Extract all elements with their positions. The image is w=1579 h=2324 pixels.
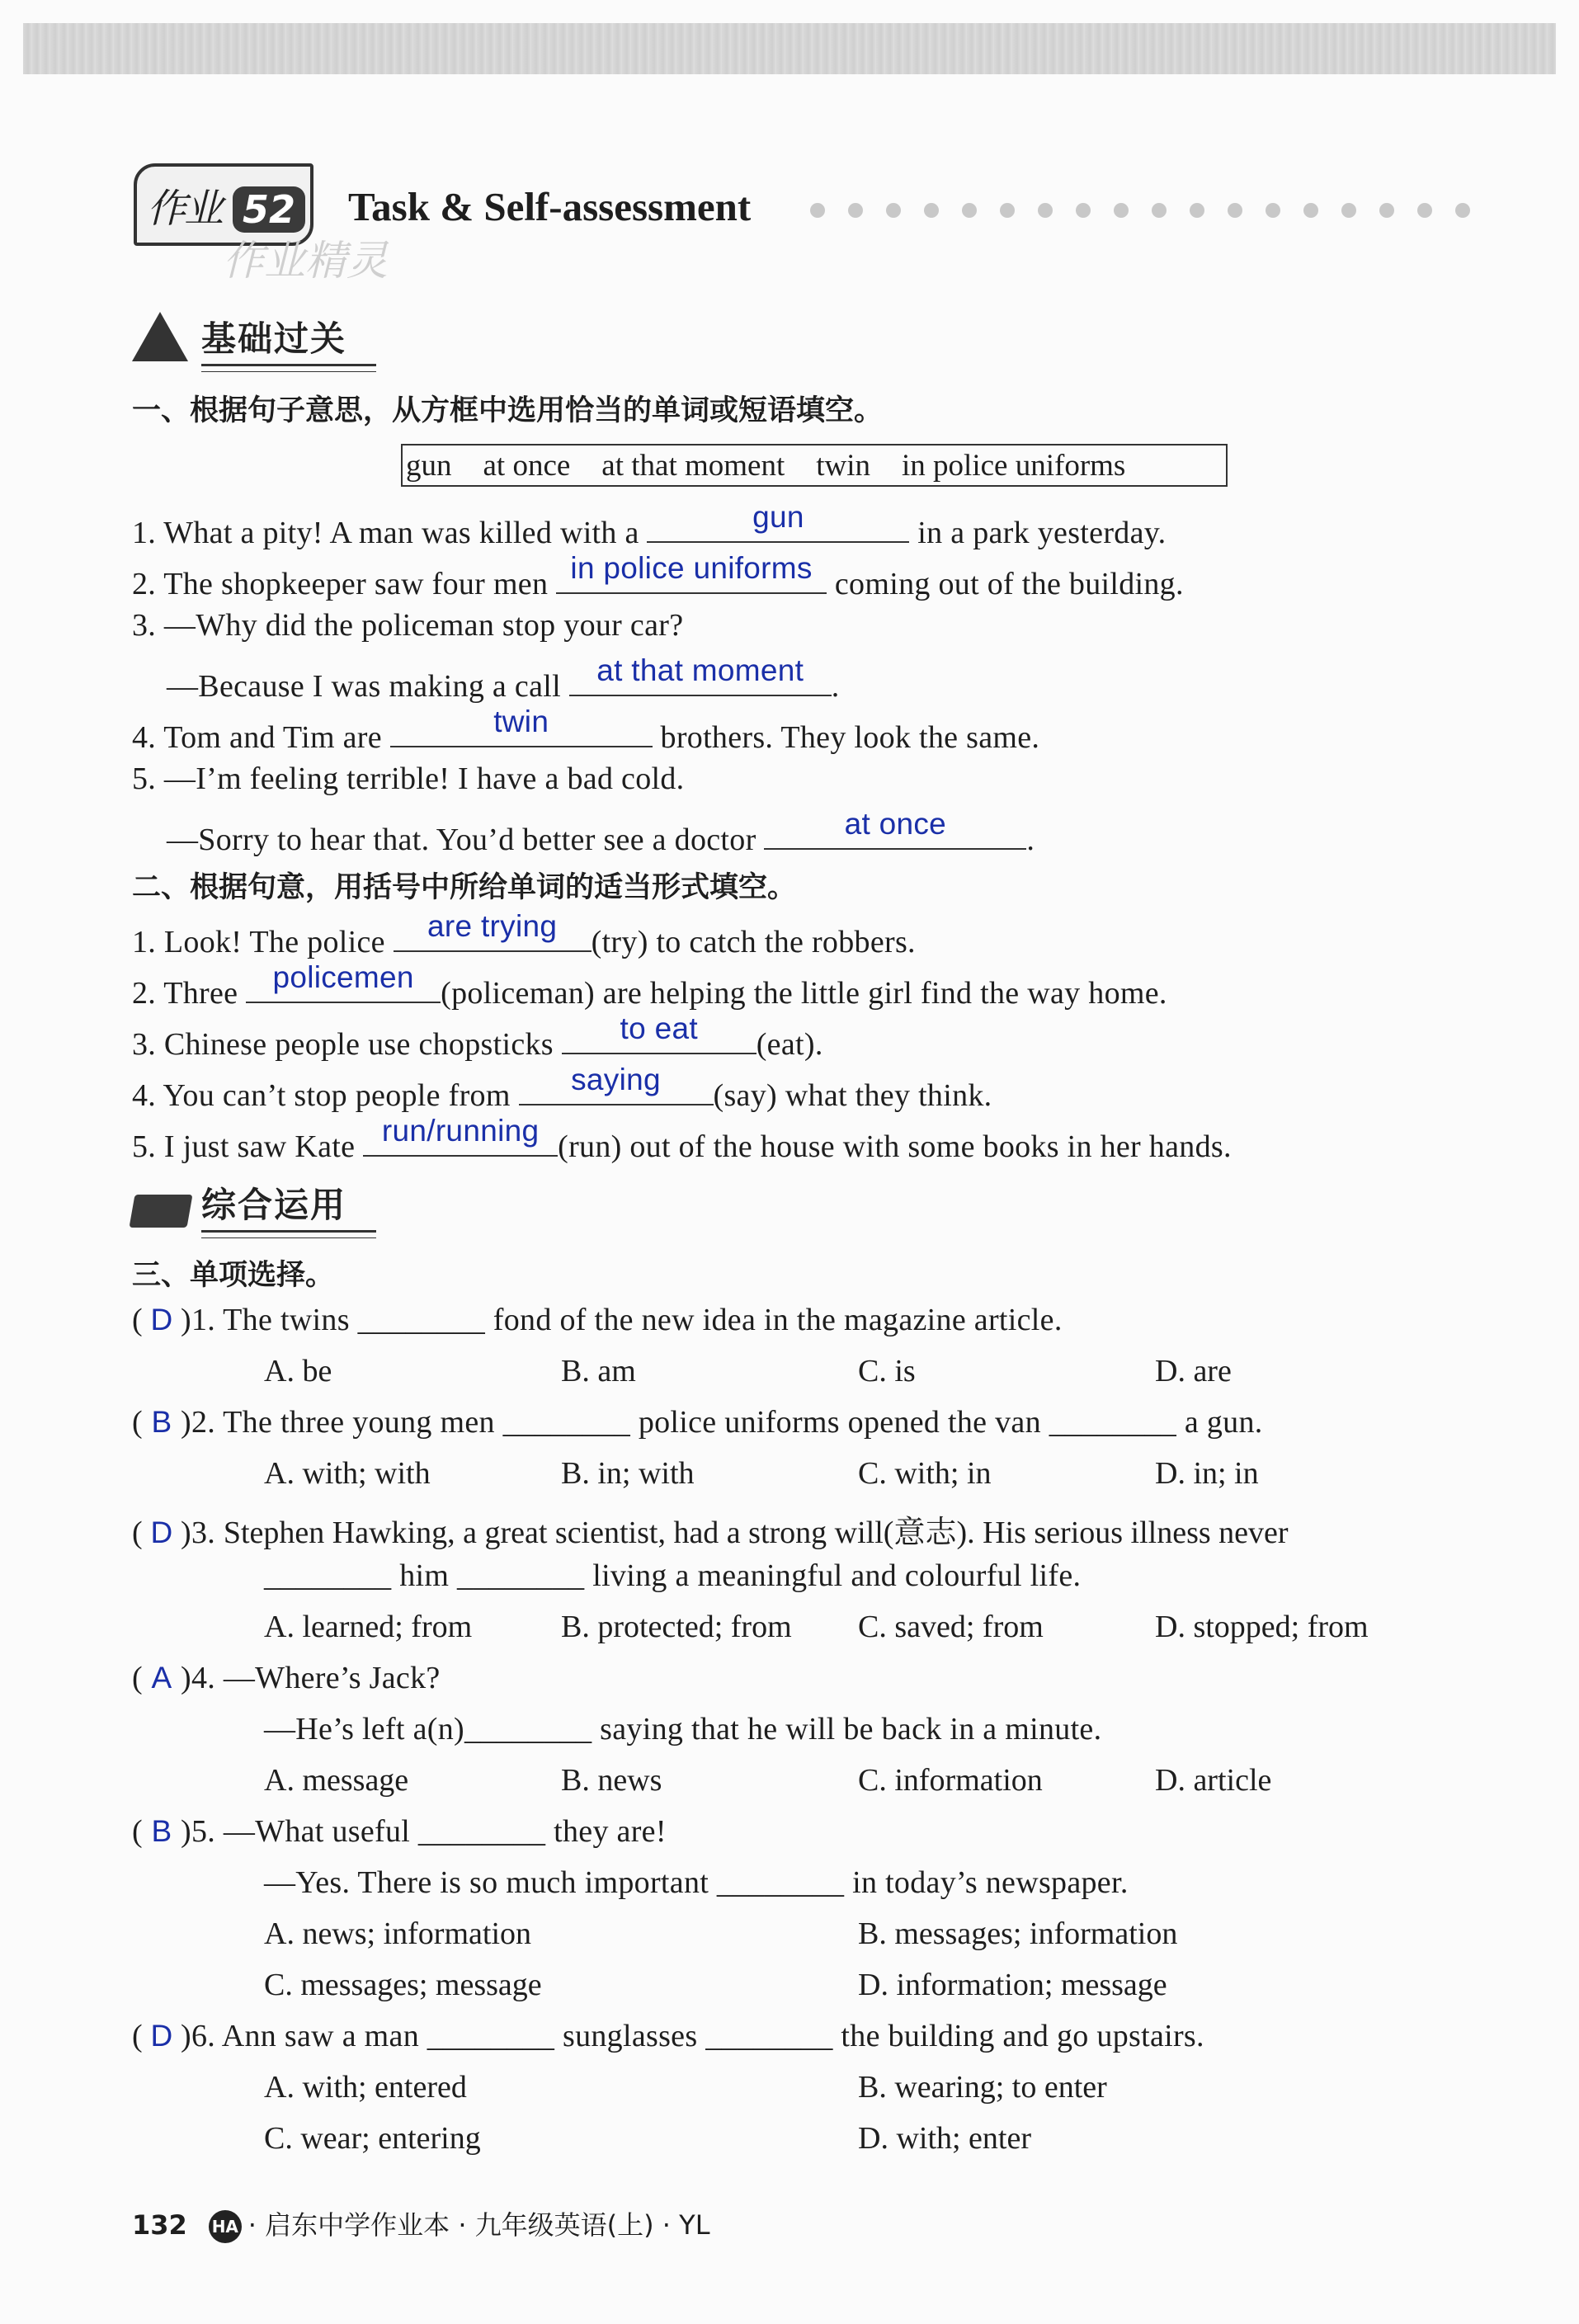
word-box bbox=[401, 444, 1228, 487]
option: D. with; enter bbox=[858, 2121, 1032, 2156]
answer-blank[interactable]: saying bbox=[519, 1068, 714, 1105]
option: C. wear; entering bbox=[264, 2121, 481, 2156]
part2-instruction: 二、根据句意，用括号中所给单词的适当形式填空。 bbox=[132, 871, 797, 904]
word-box-item: twin bbox=[816, 449, 871, 483]
choice-answer: D bbox=[150, 2019, 173, 2053]
option: C. saved; from bbox=[858, 1610, 1044, 1644]
option: B. am bbox=[561, 1354, 636, 1388]
answer-blank[interactable]: in police uniforms bbox=[556, 556, 827, 594]
answer-blank[interactable]: at that moment bbox=[569, 658, 832, 696]
option: B. wearing; to enter bbox=[858, 2070, 1107, 2105]
choice-question: ( B )5. —What useful ________ they are! bbox=[132, 1814, 667, 1849]
section-heading-comprehensive: 综合运用 bbox=[132, 1178, 379, 1233]
option: D. article bbox=[1155, 1763, 1272, 1798]
lesson-badge bbox=[134, 163, 388, 285]
option: A. be bbox=[264, 1354, 332, 1388]
publisher-badge: HA bbox=[209, 2210, 242, 2243]
word-box-item: at once bbox=[483, 449, 571, 483]
badge-number: 52 bbox=[233, 186, 305, 233]
fill-item: 1. Look! The police are trying (try) to catch the robbers. bbox=[132, 909, 916, 959]
option: A. learned; from bbox=[264, 1610, 473, 1644]
choice-answer: D bbox=[150, 1516, 173, 1549]
choice-answer: B bbox=[151, 1814, 172, 1848]
choice-question-line: —He’s left a(n)________ saying that he will be back in a minute. bbox=[264, 1712, 1102, 1747]
answer-blank[interactable]: gun bbox=[647, 505, 909, 543]
option: B. news bbox=[561, 1763, 662, 1798]
part3-instruction: 三、单项选择。 bbox=[132, 1259, 335, 1292]
mountain-icon bbox=[132, 312, 188, 361]
option: B. messages; information bbox=[858, 1916, 1178, 1951]
fill-item: 5. —I’m feeling terrible! I have a bad cold. bbox=[132, 761, 685, 796]
option: A. with; with bbox=[264, 1456, 431, 1491]
choice-question: ( D )3. Stephen Hawking, a great scientist, had a strong will(意志). His serious illness never bbox=[132, 1516, 1289, 1550]
choice-question: ( D )1. The twins ________ fond of the new idea in the magazine article. bbox=[132, 1303, 1063, 1337]
fill-item: 4. Tom and Tim are twin brothers. They look the same. bbox=[132, 705, 1040, 755]
word-box-item: in police uniforms bbox=[902, 449, 1126, 483]
option: A. message bbox=[264, 1763, 409, 1798]
word-box-item: gun bbox=[406, 449, 452, 483]
section-heading-basic: 基础过关 bbox=[132, 312, 379, 366]
scan-top-band bbox=[23, 23, 1556, 74]
option: C. information bbox=[858, 1763, 1043, 1798]
page-footer bbox=[132, 2204, 710, 2243]
option: D. in; in bbox=[1155, 1456, 1259, 1491]
fill-item: 2. Three policemen (policeman) are helping the little girl find the way home. bbox=[132, 960, 1167, 1011]
choice-answer: B bbox=[151, 1405, 172, 1439]
fill-item: 3. Chinese people use chopsticks to eat (eat). bbox=[132, 1011, 823, 1062]
option: A. news; information bbox=[264, 1916, 532, 1951]
choice-answer: D bbox=[150, 1303, 173, 1336]
option: C. is bbox=[858, 1354, 916, 1388]
choice-question: ( D )6. Ann saw a man ________ sunglasses ________ the building and go upstairs. bbox=[132, 2019, 1204, 2053]
part1-instruction: 一、根据句子意思，从方框中选用恰当的单词或短语填空。 bbox=[132, 394, 884, 427]
fill-item: 4. You can’t stop people from saying (say) what they think. bbox=[132, 1063, 992, 1113]
choice-question-line: ________ him ________ living a meaningful and colourful life. bbox=[264, 1558, 1082, 1593]
option: B. in; with bbox=[561, 1456, 695, 1491]
option: D. stopped; from bbox=[1155, 1610, 1369, 1644]
answer-blank[interactable]: are trying bbox=[394, 914, 592, 952]
choice-question: ( B )2. The three young men ________ police uniforms opened the van ________ a gun. bbox=[132, 1405, 1263, 1440]
option: D. information; message bbox=[858, 1968, 1167, 2002]
answer-blank[interactable]: policemen bbox=[246, 965, 441, 1003]
option: C. with; in bbox=[858, 1456, 992, 1491]
fill-item: 3. —Why did the policeman stop your car? bbox=[132, 608, 684, 643]
fill-item: —Sorry to hear that. You’d better see a doctor at once . bbox=[167, 807, 1035, 857]
choice-answer: A bbox=[151, 1661, 172, 1695]
word-box-item: at that moment bbox=[601, 449, 785, 483]
book-title: · 启东中学作业本 · 九年级英语(上) · YL bbox=[247, 2209, 710, 2241]
badge-watermark: 作业精灵 bbox=[223, 237, 388, 285]
option: C. messages; message bbox=[264, 1968, 542, 2002]
fill-item: 2. The shopkeeper saw four men in police uniforms coming out of the building. bbox=[132, 551, 1184, 601]
page-number: 132 bbox=[132, 2209, 187, 2241]
choice-question-line: —Yes. There is so much important ________ in today’s newspaper. bbox=[264, 1865, 1129, 1900]
title-dot-rule bbox=[810, 203, 1470, 218]
option: A. with; entered bbox=[264, 2070, 467, 2105]
answer-blank[interactable]: at once bbox=[764, 812, 1026, 850]
page-title: Task & Self-assessment bbox=[348, 184, 752, 229]
choice-question: ( A )4. —Where’s Jack? bbox=[132, 1661, 441, 1695]
fill-item: 5. I just saw Kate run/running (run) out of the house with some books in her hands. bbox=[132, 1114, 1232, 1164]
badge-prefix: 作业 bbox=[147, 186, 222, 232]
block-icon bbox=[129, 1195, 192, 1228]
fill-item: 1. What a pity! A man was killed with a gun in a park yesterday. bbox=[132, 500, 1167, 550]
answer-blank[interactable]: run/running bbox=[363, 1119, 558, 1157]
option: D. are bbox=[1155, 1354, 1232, 1388]
fill-item: —Because I was making a call at that moment . bbox=[167, 653, 840, 704]
answer-blank[interactable]: twin bbox=[390, 709, 653, 747]
option: B. protected; from bbox=[561, 1610, 792, 1644]
answer-blank[interactable]: to eat bbox=[562, 1016, 757, 1054]
